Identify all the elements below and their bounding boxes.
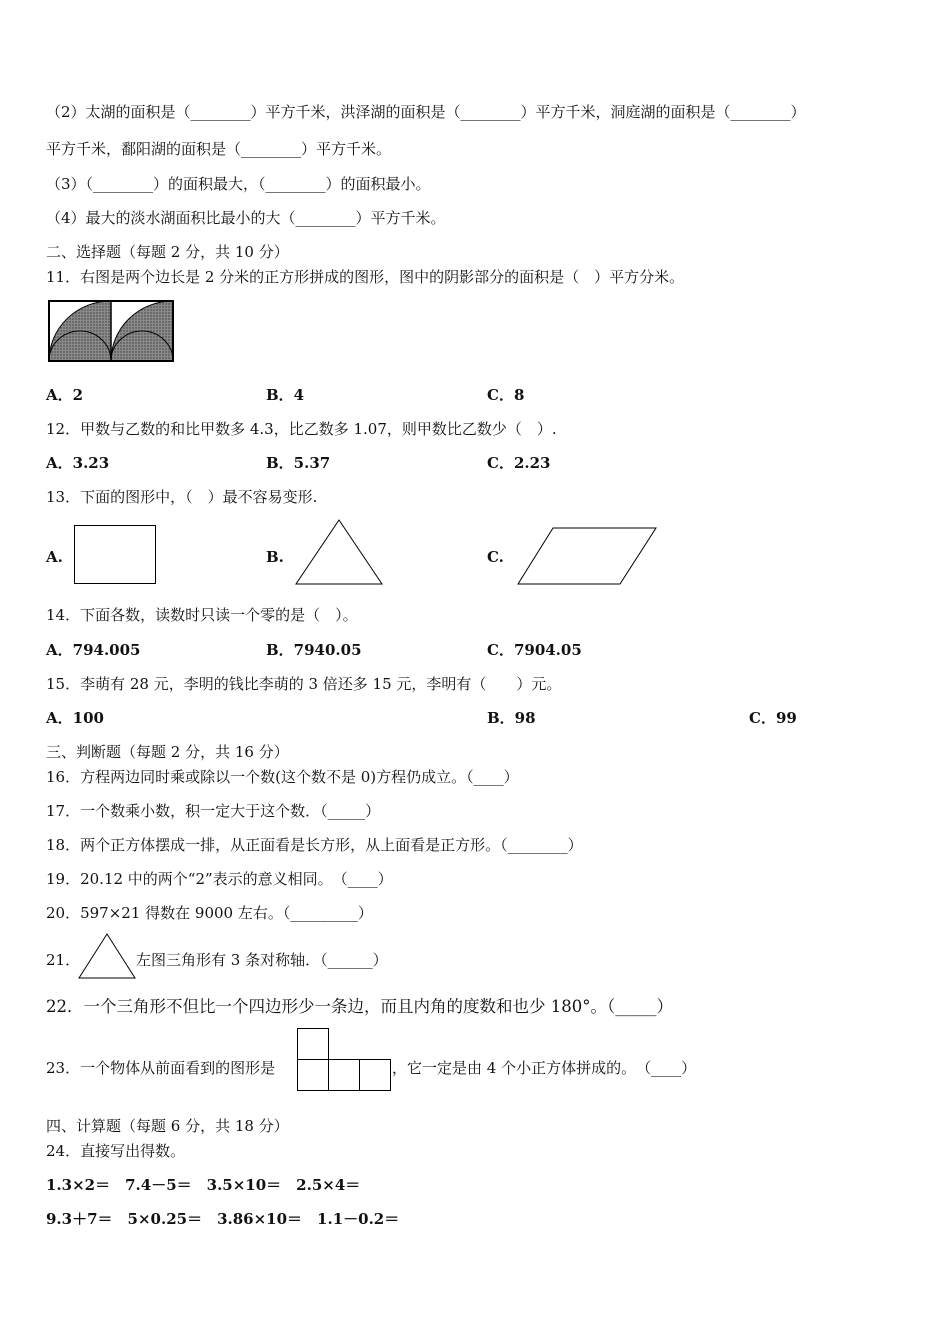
q13-triangle-shape [295, 519, 383, 585]
q11-option-c[interactable]: C．8 [487, 386, 525, 404]
q11-option-b[interactable]: B．4 [266, 386, 305, 404]
q10-part2-line2: 平方千米，鄱阳湖的面积是（________）平方千米。 [46, 140, 392, 158]
q12-option-c[interactable]: C．2.23 [487, 454, 551, 472]
q21-triangle-figure [78, 933, 136, 979]
q12-option-b[interactable]: B．5.37 [266, 454, 331, 472]
q23-text-after: ，它一定是由 4 个小正方体拼成的。 （____） [392, 1059, 697, 1077]
q14-text: 14．下面各数，读数时只读一个零的是（ ）。 [46, 606, 358, 624]
q24-row1: 1.3×2＝ 7.4－5＝ 3.5×10＝ 2.5×4＝ [46, 1176, 361, 1194]
q11-figure-two-squares [48, 300, 174, 362]
q23-text-before: 23．一个物体从前面看到的图形是 [46, 1059, 276, 1077]
q20-text: 20．597×21 得数在 9000 左右。（_________） [46, 904, 373, 922]
q13-text: 13．下面的图形中，（ ）最不容易变形. [46, 488, 318, 506]
q10-part2-line1: （2）太湖的面积是（________）平方千米，洪泽湖的面积是（________）平方千米，洞庭湖的面积是（________） [46, 103, 806, 121]
section-heading-judgement: 三、判断题（每题 2 分，共 16 分） [46, 743, 289, 761]
q23-front-view-figure [297, 1028, 391, 1092]
q13-option-b[interactable]: B. [266, 548, 284, 566]
q13-option-a[interactable]: A. [46, 548, 63, 566]
section-heading-calculation: 四、计算题（每题 6 分，共 18 分） [46, 1117, 289, 1135]
q24-row2: 9.3＋7＝ 5×0.25＝ 3.86×10＝ 1.1－0.2＝ [46, 1210, 400, 1228]
q15-text: 15．李萌有 28 元，李明的钱比李萌的 3 倍还多 15 元，李明有（ ）元。 [46, 675, 562, 693]
q14-option-b[interactable]: B．7940.05 [266, 641, 362, 659]
q19-text: 19．20.12 中的两个“2”表示的意义相同。 （____） [46, 870, 393, 888]
q21-number: 21． [46, 951, 81, 969]
q17-text: 17．一个数乘小数，积一定大于这个数．（_____） [46, 802, 381, 820]
q15-option-a[interactable]: A．100 [46, 709, 104, 727]
q12-text: 12．甲数与乙数的和比甲数多 4.3，比乙数多 1.07，则甲数比乙数少（ ）. [46, 420, 557, 438]
q15-option-c[interactable]: C．99 [749, 709, 797, 727]
q15-option-b[interactable]: B．98 [487, 709, 536, 727]
q21-text: 左图三角形有 3 条对称轴．（______） [136, 951, 388, 969]
q13-rectangle-shape [74, 525, 156, 585]
q14-option-c[interactable]: C．7904.05 [487, 641, 582, 659]
q13-parallelogram-shape [517, 527, 657, 585]
q18-text: 18．两个正方体摆成一排，从正面看是长方形，从上面看是正方形。（________） [46, 836, 583, 854]
section-heading-choice: 二、选择题（每题 2 分，共 10 分） [46, 243, 289, 261]
q16-text: 16．方程两边同时乘或除以一个数(这个数不是 0)方程仍成立。（____） [46, 768, 519, 786]
q24-text: 24．直接写出得数。 [46, 1142, 186, 1160]
q11-option-a[interactable]: A．2 [46, 386, 84, 404]
q10-part4: （4）最大的淡水湖面积比最小的大（________）平方千米。 [46, 209, 446, 227]
q12-option-a[interactable]: A．3.23 [46, 454, 110, 472]
q13-option-c[interactable]: C. [487, 548, 504, 566]
q10-part3: （3）（________）的面积最大，（________）的面积最小。 [46, 175, 431, 193]
q14-option-a[interactable]: A．794.005 [46, 641, 141, 659]
q22-text: 22．一个三角形不但比一个四边形少一条边，而且内角的度数和也少 180°。（_____） [46, 997, 673, 1016]
q11-text: 11．右图是两个边长是 2 分米的正方形拼成的图形，图中的阴影部分的面积是（ ）平方分米。 [46, 268, 685, 286]
